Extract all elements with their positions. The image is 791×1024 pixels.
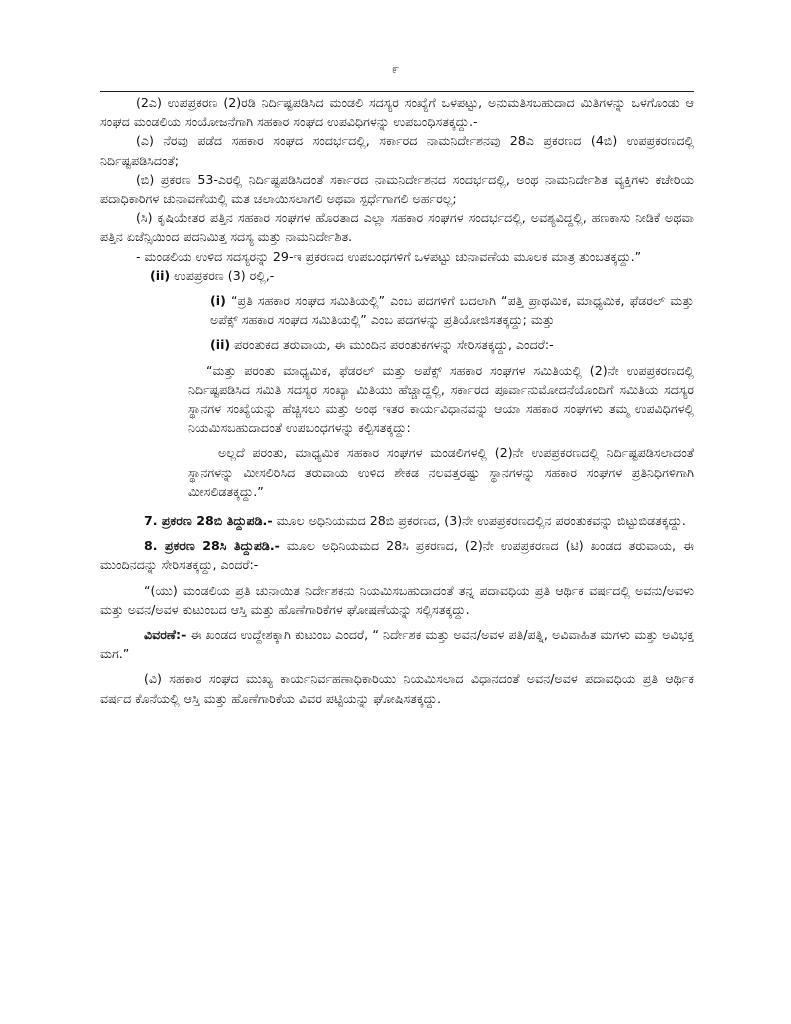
clause-ii-label: (ii)	[150, 267, 171, 283]
paragraph-remaining-members: - ಮಂಡಲಿಯ ಉಳಿದ ಸದಸ್ಯರನ್ನು 29-ಇ ಪ್ರಕರಣದ ಉಪಬಂಧಗಳಿಗೆ ಒಳಪಟ್ಟು ಚುನಾವಣೆಯ ಮೂಲಕ ಮಾತ್ರ ತುಂಬತಕ್ಕದ್ದು.”	[136, 248, 642, 264]
paragraph-a: (ಎ) ನೆರವು ಪಡೆದ ಸಹಕಾರ ಸಂಘದ ಸಂದರ್ಭದಲ್ಲಿ, ಸರ್ಕಾರದ ನಾಮನಿರ್ದೇಶನವು 28ಎ ಪ್ರಕರಣದ (4ಬಿ) ಉಪಪ್ರಕರಣದಲ್ಲಿ ನಿರ್ದಿಷ್ಟಪಡಿಸಿದಂತೆ;	[100, 133, 694, 168]
subclause-i-text: “ಪ್ರತಿ ಸಹಕಾರ ಸಂಘದ ಸಮಿತಿಯಲ್ಲಿ” ಎಂಬ ಪದಗಳಿಗೆ ಬದಲಾಗಿ “ಪತ್ತಿ ಪ್ರಾಥಮಿಕ, ಮಾಧ್ಯಮಿಕ, ಫೆಡರಲ್ ಮತ್ತು ಅಪೆಕ್ಸ್ ಸಹಕಾರ ಸಂಘದ ಸಮಿತಿಯಲ್ಲಿ” ಎಂಬ ಪದಗಳನ್ನು ಪ್ರತಿಯೋಜಿಸತಕ್ಕದ್ದು; ಮತ್ತು	[210, 293, 694, 328]
subclause-ii-label: (ii)	[210, 337, 231, 353]
clause-ii	[100, 266, 694, 285]
subclause-ii-text: ಪರಂತುಕದ ತರುವಾಯ, ಈ ಮುಂದಿನ ಪರಂತುಕಗಳನ್ನು ಸೇರಿಸತಕ್ಕದ್ದು, ಎಂದರೆ:-	[230, 337, 554, 353]
subclause-ii	[100, 335, 694, 354]
paragraph-2a: (2ಎ) ಉಪಪ್ರಕರಣ (2)ರಡಿ ನಿರ್ದಿಷ್ಟಪಡಿಸಿದ ಮಂಡಲಿ ಸದಸ್ಯರ ಸಂಖ್ಯೆಗೆ ಒಳಪಟ್ಟು, ಅನುಮತಿಸಬಹುದಾದ ಮಿತಿಗಳನ್ನು ಒಳಗೊಂಡು ಆ ಸಂಘದ ಮಂಡಲಿಯ ಸಂಯೋಜನೆಗಾಗಿ ಸಹಕಾರ ಸಂಘದ ಉಪವಿಧಿಗಳನ್ನು ಉಪಬಂಧಿಸತಕ್ಕದ್ದು.-	[100, 95, 694, 130]
paragraph-c: (ಸಿ) ಕೃಷಿಯೇತರ ಪತ್ತಿನ ಸಹಕಾರ ಸಂಘಗಳ ಹೊರತಾದ ಎಲ್ಲಾ ಸಹಕಾರ ಸಂಘಗಳ ಸಂದರ್ಭದಲ್ಲಿ, ಅವಶ್ಯವಿದ್ದಲ್ಲಿ, ಹಣಕಾಸು ನೀಡಿಕೆ ಅಥವಾ ಪತ್ತಿನ ಏಜೆನ್ಸಿಯಿಂದ ಪದನಿಮಿತ್ತ ಸದಸ್ಯ ಮತ್ತು ನಾಮನಿರ್ದೇಶಿತ.	[100, 210, 694, 245]
clause-ii-text: ಉಪಪ್ರಕರಣ (3) ರಲ್ಲಿ,-	[170, 267, 275, 283]
subclause-i	[100, 291, 694, 329]
proviso-first: “ಮತ್ತು ಪರಂತು ಮಾಧ್ಯಮಿಕ, ಫೆಡರಲ್ ಮತ್ತು ಅಪೆಕ್ಸ್ ಸಹಕಾರ ಸಂಘಗಳ ಸಮಿತಿಯಲ್ಲಿ (2)ನೇ ಉಪಪ್ರಕರಣದಲ್ಲಿ ನಿರ್ದಿಷ್ಟಪಡಿಸಿದ ಸಮಿತಿ ಸದಸ್ಯರ ಸಂಖ್ಯಾ ಮಿತಿಯು ಹೆಚ್ಚಾದ್ದಲ್ಲಿ, ಸರ್ಕಾರದ ಪೂರ್ವಾನುಮೋದನೆಯೊಂದಿಗೆ ಸಮಿತಿಯ ಸದಸ್ಯರ ಸ್ಥಾನಗಳ ಸಂಖ್ಯೆಯನ್ನು ಹೆಚ್ಚಿಸಲು ಮತ್ತು ಅಂಥ ಇತರ ಕಾರ್ಯವಿಧಾನವನ್ನು ಆಯಾ ಸಹಕಾರ ಸಂಘಗಳು ತಮ್ಮ ಉಪವಿಧಿಗಳಲ್ಲಿ ನಿಯಮಿಸಬಹುದಾದಂತೆ ಉಪಬಂಧಗಳನ್ನು ಕಲ್ಪಿಸತಕ್ಕದ್ದು:	[188, 362, 694, 436]
section-7-heading: 7. ಪ್ರಕರಣ 28ಬಿ ತಿದ್ದುಪಡಿ.-	[144, 513, 273, 529]
subclause-i-label: (i)	[210, 293, 226, 309]
page-number: ೯	[391, 62, 400, 77]
explanation	[100, 625, 694, 663]
header-rule	[100, 91, 694, 92]
proviso-second: ಅಲ್ಲದೆ ಪರಂತು, ಮಾಧ್ಯಮಿಕ ಸಹಕಾರ ಸಂಘಗಳ ಮಂಡಲಿಗಳಲ್ಲಿ (2)ನೇ ಉಪಪ್ರಕರಣದಲ್ಲಿ ನಿರ್ದಿಷ್ಟಪಡಿಸಲಾದಂತೆ ಸ್ಥಾನಗಳನ್ನು ಮೀಸಲಿರಿಸಿದ ತರುವಾಯ ಉಳಿದ ಶೇಕಡ ನಲವತ್ತರಷ್ಟು ಸ್ಥಾನಗಳನ್ನು ಸಹಕಾರ ಸಂಘಗಳ ಪ್ರತಿನಿಧಿಗಳಿಗಾಗಿ ಮೀಸಲಿಡತಕ್ಕದ್ದು.”	[188, 445, 694, 499]
clause-v: (ವಿ) ಸಹಕಾರ ಸಂಘದ ಮುಖ್ಯ ಕಾರ್ಯನಿರ್ವಹಣಾಧಿಕಾರಿಯು ನಿಯಮಿಸಲಾದ ವಿಧಾನದಂತೆ ಅವನ/ಅವಳ ಪದಾವಧಿಯ ಪ್ರತಿ ಆರ್ಥಿಕ ವರ್ಷದ ಕೊನೆಯಲ್ಲಿ ಆಸ್ತಿ ಮತ್ತು ಹೊಣೆಗಾರಿಕೆಯ ವಿವರ ಪಟ್ಟಿಯನ್ನು ಘೋಷಿಸತಕ್ಕದ್ದು.	[100, 671, 694, 706]
clause-u: “(ಯು) ಮಂಡಲಿಯ ಪ್ರತಿ ಚುನಾಯಿತ ನಿರ್ದೇಶಕನು ನಿಯಮಿಸಬಹುದಾದಂತೆ ತನ್ನ ಪದಾವಧಿಯ ಪ್ರತಿ ಆರ್ಥಿಕ ವರ್ಷದಲ್ಲಿ ಅವನು/ಅವಳು ಮತ್ತು ಅವನ/ಅವಳ ಕುಟುಂಬದ ಆಸ್ತಿ ಮತ್ತು ಹೊಣೆಗಾರಿಕೆಗಳ ಘೋಷಣೆಯನ್ನು ಸಲ್ಲಿಸತಕ್ಕದ್ದು.	[100, 582, 694, 617]
section-7-amendment	[100, 511, 694, 530]
section-8-amendment	[100, 536, 694, 574]
section-8-heading: 8. ಪ್ರಕರಣ 28ಸಿ ತಿದ್ದುಪಡಿ.-	[144, 538, 280, 554]
explanation-label: ವಿವರಣೆ:-	[144, 627, 187, 643]
paragraph-b: (ಬಿ) ಪ್ರಕರಣ 53-ಎರಲ್ಲಿ ನಿರ್ದಿಷ್ಟಪಡಿಸಿದಂತೆ ಸರ್ಕಾರದ ನಾಮನಿರ್ದೇಶನದ ಸಂದರ್ಭದಲ್ಲಿ, ಅಂಥ ನಾಮನಿರ್ದೇಶಿತ ವ್ಯಕ್ತಿಗಳು ಕಚೇರಿಯ ಪದಾಧಿಕಾರಿಗಳ ಚುನಾವಣೆಯಲ್ಲಿ ಮತ ಚಲಾಯಿಸಲಾಗಲಿ ಅಥವಾ ಸ್ಪರ್ಧೆಗಾಗಲಿ ಅರ್ಹರಲ್ಲ;	[100, 171, 694, 207]
section-7-text: ಮೂಲ ಅಧಿನಿಯಮದ 28ಬಿ ಪ್ರಕರಣದ, (3)ನೇ ಉಪಪ್ರಕರಣದಲ್ಲಿನ ಪರಂತುಕವನ್ನು ಬಿಟ್ಟುಬಿಡತಕ್ಕದ್ದು.	[272, 513, 686, 529]
explanation-text: ಈ ಖಂಡದ ಉದ್ದೇಶಕ್ಕಾಗಿ ಕುಟುಂಬ ಎಂದರೆ, “ ನಿರ್ದೇಶಕ ಮತ್ತು ಅವನ/ಅವಳ ಪತಿ/ಪತ್ನಿ, ಅವಿವಾಹಿತ ಮಗಳು ಮತ್ತು ಅವಿಭಕ್ತ ಮಗ.”	[100, 627, 694, 662]
section-8-text: ಮೂಲ ಅಧಿನಿಯಮದ 28ಸಿ ಪ್ರಕರಣದ, (2)ನೇ ಉಪಪ್ರಕರಣದ (ಟಿ) ಖಂಡದ ತರುವಾಯ, ಈ ಮುಂದಿನದನ್ನು ಸೇರಿಸತಕ್ಕದ್ದು, ಎಂದರೆ:-	[100, 538, 694, 573]
document-body	[100, 93, 694, 708]
